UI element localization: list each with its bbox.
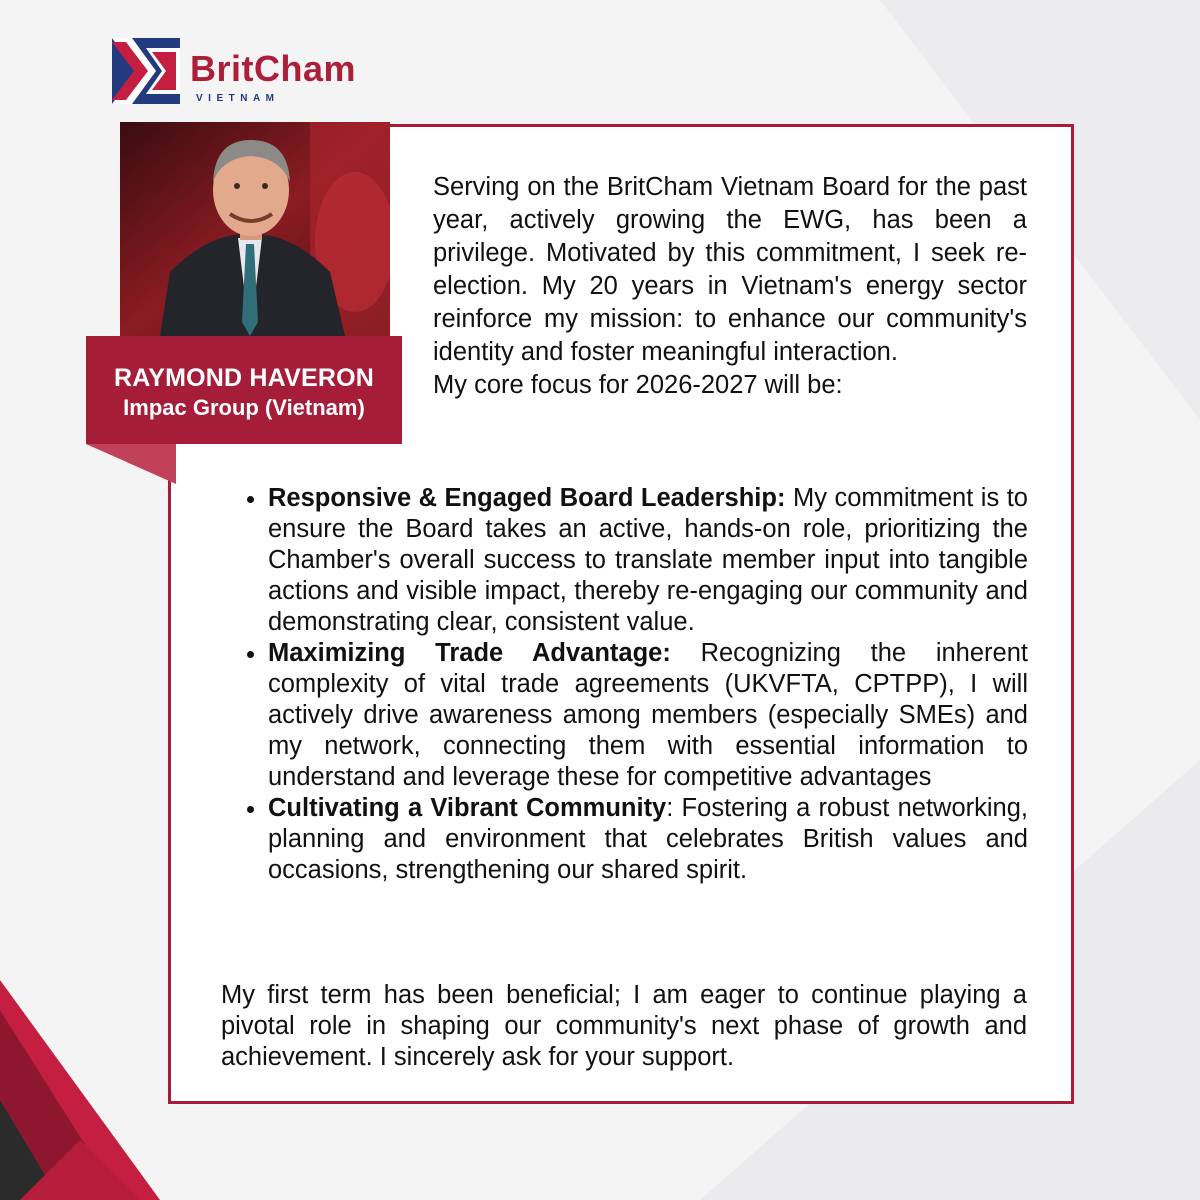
logo-subtitle: VIETNAM [196,93,280,104]
focus-item-title: Responsive & Engaged Board Leadership: [268,484,786,512]
candidate-company: Impac Group (Vietnam) [123,395,365,420]
union-flag-logo-icon [112,38,180,104]
list-item [268,638,1028,793]
logo-wordmark [190,48,356,90]
focus-item-title: Maximizing Trade Advantage: [268,639,671,667]
focus-item-title: Cultivating a Vibrant Community [268,794,667,822]
focus-list [220,483,1028,886]
focus-item-text: : Fostering a robust networking, planning and environment that celebrates British values and occasions, strengthening our shared spirit. [268,794,1028,884]
portrait-illustration [120,122,390,336]
candidate-name-tab [86,336,402,444]
intro-section [433,171,1027,402]
focus-item-text: Recognizing the inherent complexity of vital trade agreements (UKVFTA, CPTPP), I will actively drive awareness among members (especially SMEs) and my network, connecting them with essential information to understand and leverage these for competitive advantages [268,639,1028,791]
closing-paragraph: My first term has been beneficial; I am eager to continue playing a pivotal role in shaping our community's next phase of growth and achievement. I sincerely ask for your support. [221,981,1027,1071]
list-item [268,793,1028,886]
candidate-name: RAYMOND HAVERON [114,364,374,392]
intro-paragraph: Serving on the BritCham Vietnam Board for the past year, actively growing the EWG, has been a privilege. Motivated by this commitment, I seek re-election. My 20 years in Vietnam's energy sector reinforce my mission: to enhance our community's identity and foster meaningful interaction. [433,173,1027,366]
candidate-photo [120,122,390,336]
britcham-logo [112,38,372,108]
focus-line: My core focus for 2026-2027 will be: [433,371,843,399]
list-item [268,483,1028,638]
logo-word-cham: Cham [254,48,357,89]
name-tab-fold [86,444,176,484]
focus-item-text: My commitment is to ensure the Board takes an active, hands-on role, prioritizing the Chamber's overall success to translate member input into tangible actions and visible impact, thereby re-engaging our community and demonstrating clear, consistent value. [268,484,1028,636]
logo-word-brit: Brit [190,48,254,89]
